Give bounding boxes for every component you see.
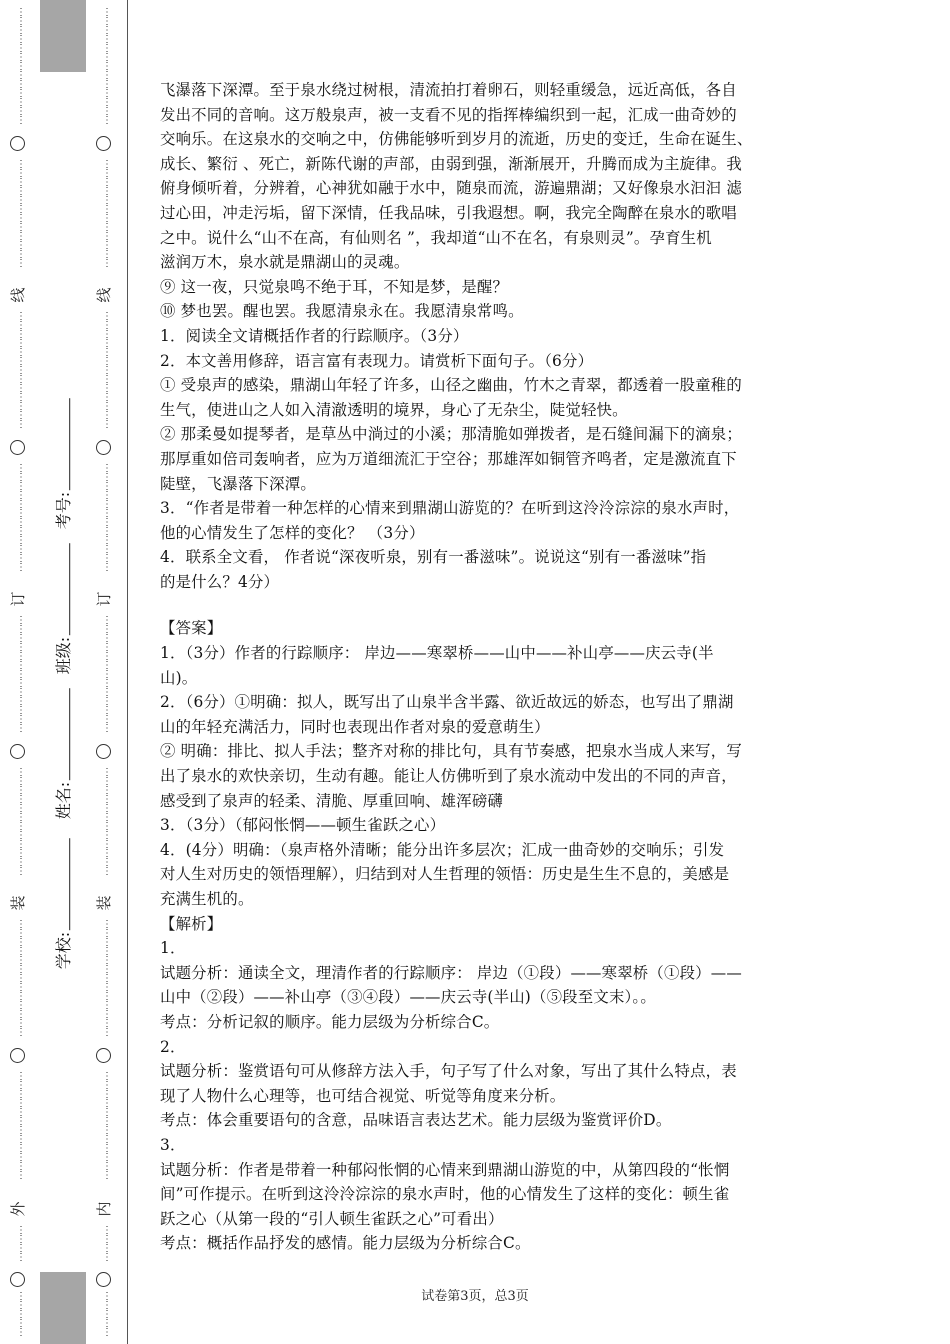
- inner-label-bind: 订: [95, 591, 113, 607]
- dotted-line: ⋮ ⋮ ⋮ ⋮ ⋮ ⋮ ⋮ ⋮ ⋮ ⋮ ⋮ ⋮: [16, 463, 26, 573]
- question-line: 2．本文善用修辞，语言富有表现力。请赏析下面句子。（6分）: [160, 351, 594, 370]
- circle-mark: [10, 440, 25, 455]
- passage-line: ⑩ 梦也罢。醒也罢。我愿清泉永在。我愿清泉常鸣。: [160, 302, 524, 321]
- passage-line: ⑨ 这一夜，只觉泉鸣不绝于耳，不知是梦，是醒？: [160, 277, 509, 296]
- dotted-line: ⋮ ⋮ ⋮ ⋮: [102, 1225, 112, 1263]
- question-line: 3．“作者是带着一种怎样的心情来到鼎湖山游览的？在听到这泠泠淙淙的泉水声时，: [160, 499, 740, 518]
- question-line: 4．联系全文看， 作者说“深夜听泉，别有一番滋味”。说说这“别有一番滋味”指: [160, 548, 707, 567]
- answer-line: 间”可作提示。在听到这泠泠淙淙的泉水声时，他的心情发生了这样的变化：顿生雀: [160, 1185, 730, 1204]
- school-label: 学校:: [54, 931, 74, 970]
- dotted-line: ⋮ ⋮ ⋮ ⋮ ⋮ ⋮ ⋮ ⋮ ⋮ ⋮ ⋮ ⋮ ⋮: [102, 311, 112, 430]
- gray-band-top: [40, 0, 86, 72]
- dotted-line: ⋮ ⋮ ⋮ ⋮ ⋮ ⋮ ⋮ ⋮ ⋮ ⋮ ⋮ ⋮: [16, 1071, 26, 1181]
- dotted-line: ⋮ ⋮ ⋮ ⋮ ⋮ ⋮ ⋮ ⋮ ⋮ ⋮ ⋮ ⋮ ⋮: [16, 615, 26, 734]
- answer-line: 对人生对历史的领悟理解），归结到对人生哲理的领悟：历史是生生不息的，美感是: [160, 865, 730, 884]
- gray-band-bottom: [40, 1272, 86, 1344]
- binding-divider-line: [127, 0, 128, 1344]
- inner-label-line: 线: [95, 287, 113, 303]
- outer-label-install: 装: [9, 895, 27, 911]
- dotted-line: ⋮ ⋮ ⋮ ⋮ ⋮ ⋮ ⋮ ⋮ ⋮ ⋮ ⋮ ⋮ ⋮: [16, 919, 26, 1038]
- answer-line: 2．: [160, 1037, 186, 1056]
- answer-line: 山中（②段）——补山亭（③④段）——庆云寺(半山)（⑤段至文末）。。: [160, 988, 656, 1007]
- question-line: 他的心情发生了怎样的变化？ （3分）: [160, 523, 425, 542]
- dotted-line: ⋮ ⋮ ⋮ ⋮ ⋮: [102, 1291, 112, 1338]
- dotted-line: ⋮ ⋮ ⋮ ⋮: [16, 1225, 26, 1263]
- answer-line: 试题分析：鉴赏语句可从修辞方法入手，句子写了什么对象，写出了其什么特点，表: [160, 1062, 737, 1081]
- passage-line: 过心田，冲走污垢，留下深情，任我品味，引我遐想。啊，我完全陶醉在泉水的歌唱: [160, 203, 737, 222]
- inner-label-install: 装: [95, 895, 113, 911]
- outer-label-line: 线: [9, 287, 27, 303]
- name-field[interactable]: [40, 742, 86, 820]
- dotted-line: ⋮ ⋮ ⋮ ⋮ ⋮ ⋮ ⋮ ⋮ ⋮ ⋮ ⋮ ⋮ ⋮: [16, 311, 26, 430]
- circle-mark: [96, 136, 111, 151]
- outer-binding-rail: [0, 0, 36, 1344]
- passage-line: 交响乐。在这泉水的交响之中，仿佛能够听到岁月的流逝，历史的变迁，生命在诞生、: [160, 130, 753, 149]
- circle-mark: [10, 136, 25, 151]
- school-underline: [56, 838, 71, 930]
- passage-line: 发出不同的音响。这万般泉声，被一支看不见的指挥棒编织到一起，汇成一曲奇妙的: [160, 105, 737, 124]
- outer-label-outside: 外: [9, 1201, 27, 1217]
- answer-line: 山)。: [160, 668, 198, 687]
- dotted-line: ⋮ ⋮ ⋮ ⋮ ⋮ ⋮ ⋮ ⋮ ⋮ ⋮ ⋮ ⋮: [102, 463, 112, 573]
- answer-line: 3．（3分）（郁闷怅惘——顿生雀跃之心）: [160, 816, 446, 835]
- dotted-line: ⋮ ⋮ ⋮ ⋮ ⋮ ⋮ ⋮ ⋮ ⋮ ⋮ ⋮ ⋮ ⋮: [102, 7, 112, 126]
- dotted-line: ⋮ ⋮ ⋮ ⋮ ⋮ ⋮ ⋮ ⋮ ⋮ ⋮ ⋮ ⋮: [16, 767, 26, 877]
- answer-line: 山的年轻充满活力，同时也表现出作者对泉的爱意萌生）: [160, 717, 550, 736]
- answer-line: 考点：分析记叙的顺序。能力层级为分析综合C。: [160, 1012, 500, 1031]
- passage-line: 滋润万木，泉水就是鼎湖山的灵魂。: [160, 253, 410, 272]
- exam-number-label: 考号:: [54, 491, 74, 530]
- dotted-line: ⋮ ⋮ ⋮ ⋮ ⋮: [16, 1291, 26, 1338]
- dotted-line: ⋮ ⋮ ⋮ ⋮ ⋮ ⋮ ⋮ ⋮ ⋮ ⋮ ⋮ ⋮: [102, 159, 112, 269]
- dotted-line: ⋮ ⋮ ⋮ ⋮ ⋮ ⋮ ⋮ ⋮ ⋮ ⋮ ⋮ ⋮ ⋮: [102, 919, 112, 1038]
- answer-line: 试题分析：作者是带着一种郁闷怅惘的心情来到鼎湖山游览的中，从第四段的“怅惘: [160, 1160, 730, 1179]
- circle-mark: [10, 1048, 25, 1063]
- circle-mark: [96, 1048, 111, 1063]
- dotted-line: ⋮ ⋮ ⋮ ⋮ ⋮ ⋮ ⋮ ⋮ ⋮ ⋮ ⋮ ⋮: [102, 767, 112, 877]
- dotted-line: ⋮ ⋮ ⋮ ⋮ ⋮ ⋮ ⋮ ⋮ ⋮ ⋮ ⋮ ⋮: [102, 1071, 112, 1181]
- section-gap: [160, 594, 800, 616]
- circle-mark: [96, 744, 111, 759]
- question-line: 1．阅读全文请概括作者的行踪顺序。（3分）: [160, 326, 469, 345]
- answer-line: 【答案】: [160, 619, 223, 638]
- student-info-strip: [40, 72, 86, 1272]
- answer-line: 跃之心（从第一段的“引人顿生雀跃之心”可看出）: [160, 1209, 504, 1228]
- answer-line: 感受到了泉声的轻柔、清脆、厚重回响、雄浑磅礴: [160, 791, 503, 810]
- answer-line: 现了人物什么心理等，也可结合视觉、听觉等角度来分析。: [160, 1086, 566, 1105]
- exam-number-field[interactable]: [40, 452, 86, 530]
- question-line: 那厚重如倍司轰响者，应为万道细流汇于空谷；那雄浑如铜管齐鸣者，定是激流直下: [160, 449, 737, 468]
- circle-mark: [96, 440, 111, 455]
- passage-line: 之中。说什么“山不在高，有仙则名 ”，我却道“山不在名，有泉则灵”。孕育生机: [160, 228, 712, 247]
- class-underline: [56, 543, 71, 635]
- answer-line: 【解析】: [160, 914, 223, 933]
- passage-line: 飞瀑落下深潭。至于泉水绕过树根，清流拍打着卵石，则轻重缓急，远近高低，各自: [160, 81, 737, 99]
- answer-line: 试题分析：通读全文，理清作者的行踪顺序： 岸边（①段）——寒翠桥（①段）——: [160, 963, 742, 982]
- exam-content: [160, 78, 800, 1256]
- dotted-line: ⋮ ⋮ ⋮ ⋮ ⋮ ⋮ ⋮ ⋮ ⋮ ⋮ ⋮ ⋮ ⋮: [16, 7, 26, 126]
- question-line: ② 那柔曼如提琴者，是草丛中淌过的小溪；那清脆如弹拨者，是石缝间漏下的滴泉；: [160, 425, 742, 444]
- answer-line: 考点：体会重要语句的含意，品味语言表达艺术。能力层级为鉴赏评价D。: [160, 1111, 672, 1130]
- answer-line: 1．（3分）作者的行踪顺序： 岸边——寒翠桥——山中——补山亭——庆云寺(半: [160, 644, 714, 663]
- answer-line: 2．（6分）①明确：拟人，既写出了山泉半含半露、欲近故远的娇态，也写出了鼎湖: [160, 693, 734, 712]
- answer-line: 3．: [160, 1135, 186, 1154]
- passage-section: [160, 78, 800, 324]
- circle-mark: [10, 744, 25, 759]
- dotted-line: ⋮ ⋮ ⋮ ⋮ ⋮ ⋮ ⋮ ⋮ ⋮ ⋮ ⋮ ⋮: [16, 159, 26, 269]
- inner-label-inside: 内: [95, 1201, 113, 1217]
- question-line: 陡壁，飞瀑落下深潭。: [160, 474, 316, 493]
- question-line: 的是什么？4分）: [160, 572, 280, 591]
- outer-label-bind: 订: [9, 591, 27, 607]
- answer-line: ② 明确：排比、拟人手法；整齐对称的排比句，具有节奏感，把泉水当成人来写，写: [160, 742, 742, 761]
- name-underline: [56, 688, 71, 780]
- page-footer: 试卷第3页，总3页: [421, 1289, 529, 1304]
- dotted-line: ⋮ ⋮ ⋮ ⋮ ⋮ ⋮ ⋮ ⋮ ⋮ ⋮ ⋮ ⋮ ⋮: [102, 615, 112, 734]
- answer-line: 充满生机的。: [160, 890, 254, 908]
- school-field[interactable]: [40, 892, 86, 970]
- answer-line: 出了泉水的欢快亲切，生动有趣。能让人仿佛听到了泉水流动中发出的不同的声音，: [160, 767, 737, 786]
- name-label: 姓名:: [54, 781, 74, 820]
- passage-line: 成长、繁衍 、死亡，新陈代谢的声部，由弱到强，渐渐展开，升腾而成为主旋律。我: [160, 154, 742, 173]
- answer-section: [160, 616, 800, 1255]
- class-label: 班级:: [54, 636, 74, 675]
- question-line: ① 受泉声的感染，鼎湖山年轻了许多，山径之幽曲，竹木之青翠，都透着一股童稚的: [160, 376, 742, 395]
- inner-binding-rail: [86, 0, 122, 1344]
- answer-line: 考点：概括作品抒发的感情。能力层级为分析综合C。: [160, 1234, 531, 1253]
- answer-line: 4．(4分）明确：（泉声格外清晰；能分出许多层次；汇成一曲奇妙的交响乐；引发: [160, 840, 725, 859]
- class-field[interactable]: [40, 597, 86, 675]
- exam-number-underline: [56, 398, 71, 490]
- answer-line: 1．: [160, 939, 186, 958]
- questions-section: [160, 324, 800, 595]
- passage-line: 俯身倾听着，分辨着，心神犹如融于水中，随泉而流，游遍鼎湖；又好像泉水汩汩 滤: [160, 179, 742, 198]
- question-line: 生气，使进山之人如入清澈透明的境界，身心了无杂尘，陡觉轻快。: [160, 400, 628, 419]
